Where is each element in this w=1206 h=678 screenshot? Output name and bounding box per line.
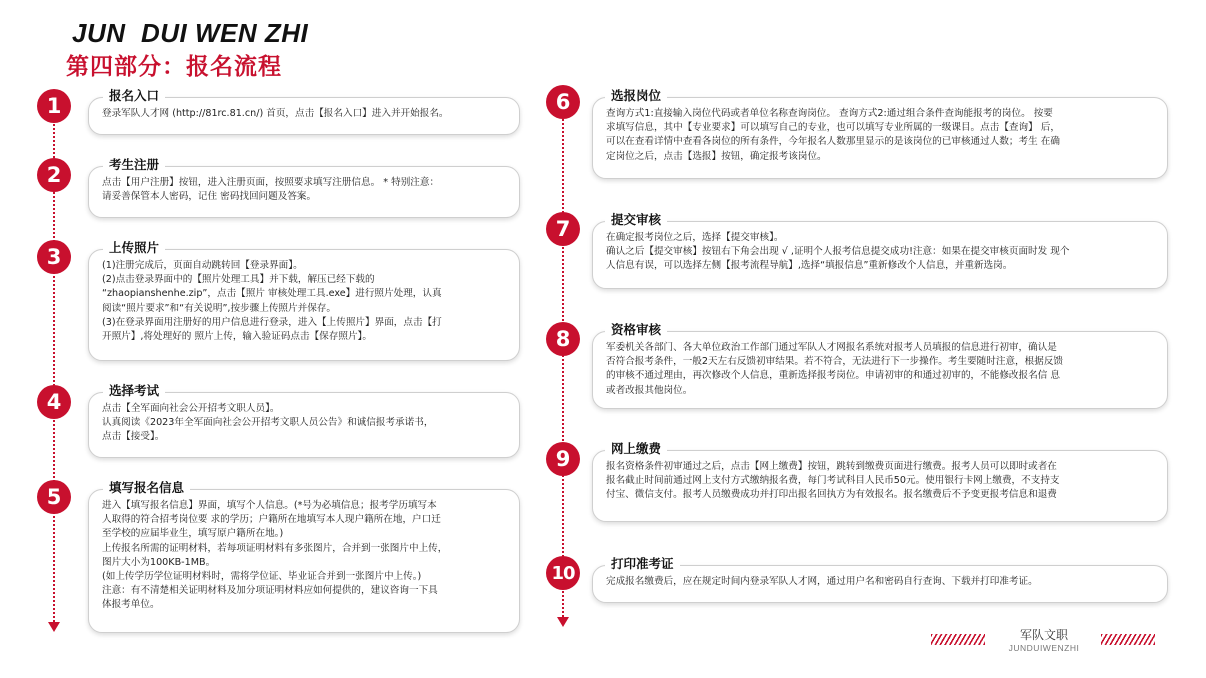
step-3-text: (1)注册完成后，页面自动跳转回【登录界面】。 (2)点击登录界面中的【照片处理工具】并下载，解压已经下载的 “zhaopianshenhe.zip”，点击【照片 审核处理工具.exe】进行照片处理，认真 阅读“照片要求”和“有关说明”,按步骤上传照片并保存。 (3)在登录界面用注册好的用户信息进行登录，进入【上传照片】界面，点击【打 开照片】,将处理好的 照片上传，输入验证码点击【保存照片】。 bbox=[102, 260, 442, 343]
step-10-box bbox=[592, 556, 1168, 603]
step-5-number: 5 bbox=[37, 480, 71, 514]
step-9-box bbox=[592, 441, 1168, 522]
step-3-number: 3 bbox=[37, 240, 71, 274]
step-8-number: 8 bbox=[546, 322, 580, 356]
step-1-title: 报名入口 bbox=[103, 89, 165, 103]
step-5-title: 填写报名信息 bbox=[103, 481, 190, 495]
brand-title: JUN DUI WEN ZHI bbox=[72, 18, 309, 48]
step-4-title: 选择考试 bbox=[103, 384, 165, 398]
step-9-number: 9 bbox=[546, 442, 580, 476]
step-6-box bbox=[592, 88, 1168, 179]
step-7-title: 提交审核 bbox=[605, 213, 667, 227]
step-6-number: 6 bbox=[546, 85, 580, 119]
step-8-text: 军委机关各部门、各大单位政治工作部门通过军队人才网报名系统对报考人员填报的信息进行初审，确认是 否符合报考条件，一般2天左右反馈初审结果。若不符合，无法进行下一步操作。考生要随时注意，根据反馈 的审核不通过理由，再次修改个人信息，重新选择报考岗位。申请初审的和通过初审的，不能修改报名信 息 或者改报其他岗位。 bbox=[606, 342, 1064, 396]
footer-stripe-left bbox=[931, 634, 985, 645]
right-timeline-arrow bbox=[557, 617, 569, 627]
step-9-text: 报名资格条件初审通过之后，点击【网上缴费】按钮，跳转到缴费页面进行缴费。报考人员可以即时或者在 报名截止时间前通过网上支付方式缴纳报名费，每门考试科目人民币50元。使用银行卡网上缴费，不支持支 付宝、微信支付。报考人员缴费成功并打印出报名回执方为有效报名。报名缴费后不予变更报考信息和退费 bbox=[606, 461, 1060, 501]
step-4-box bbox=[88, 383, 520, 458]
page-title: 第四部分：报名流程 bbox=[66, 54, 282, 80]
step-2-title: 考生注册 bbox=[103, 158, 165, 172]
step-10-number: 10 bbox=[546, 556, 580, 590]
step-5-text: 进入【填写报名信息】界面，填写个人信息。(*号为必填信息；报考学历填写本 人取得的符合招考岗位要 求的学历；户籍所在地填写本人现户籍所在地，户口迁 至学校的应届毕业生，填写原户籍所在地。) 上传报名所需的证明材料，若每项证明材料有多张图片，合并到一张图片中上传， 图片大小为100KB-1MB。 (如上传学历学位证明材料时，需将学位证、毕业证合并到一张图片中上传。) 注意：有不清楚相关证明材料及加分项证明材料应如何提供的，建议咨询一下具 体报考单位。 bbox=[102, 500, 448, 611]
step-1-box bbox=[88, 88, 520, 135]
step-2-text: 点击【用户注册】按钮，进入注册页面，按照要求填写注册信息。 * 特别注意： 请妥善保管本人密码，记住 密码找回问题及答案。 bbox=[102, 177, 440, 203]
step-1-text: 登录军队人才网 (http://81rc.81.cn/) 首页，点击【报名入口】进入并开始报名。 bbox=[102, 108, 449, 119]
step-1-number: 1 bbox=[37, 89, 71, 123]
footer-brand-subtitle: JUNDUIWENZHI bbox=[1008, 643, 1080, 653]
step-2-box bbox=[88, 157, 520, 218]
step-8-title: 资格审核 bbox=[605, 323, 667, 337]
step-7-number: 7 bbox=[546, 212, 580, 246]
step-4-number: 4 bbox=[37, 385, 71, 419]
step-10-title: 打印准考证 bbox=[605, 557, 680, 571]
step-6-title: 选报岗位 bbox=[605, 89, 667, 103]
step-9-title: 网上缴费 bbox=[605, 442, 667, 456]
step-7-text: 在确定报考岗位之后，选择【提交审核】。 确认之后【提交审核】按钮右下角会出现 √ ,证明个人报考信息提交成功!注意：如果在提交审核页面时发 现个 人信息有误，可以选择左侧【报考流程导航】,选择“填报信息”重新修改个人信息，并重新选岗。 bbox=[606, 232, 1070, 272]
left-timeline-arrow bbox=[48, 622, 60, 632]
step-8-box bbox=[592, 322, 1168, 409]
right-timeline-line bbox=[562, 112, 564, 617]
step-6-text: 查询方式1:直接输入岗位代码或者单位名称查询岗位。 查询方式2:通过组合条件查询能报考的岗位。 按要 求填写信息，其中【专业要求】可以填写自己的专业，也可以填写专业所属的一级课目。点击【查询】 后， 可以在查看详情中查看各岗位的所有条件，今年报名人数那里显示的是该岗位的已审核通过人数；考生 在确 定岗位之后，点击【选报】按钮，确定报考该岗位。 bbox=[606, 108, 1060, 162]
step-7-box bbox=[592, 212, 1168, 289]
step-2-number: 2 bbox=[37, 158, 71, 192]
step-3-title: 上传照片 bbox=[103, 241, 165, 255]
footer-brand-name: 军队文职 bbox=[1019, 628, 1068, 642]
step-3-box bbox=[88, 240, 520, 361]
footer-stripe-right bbox=[1101, 634, 1155, 645]
step-4-text: 点击【全军面向社会公开招考文职人员】。 认真阅读《2023年全军面向社会公开招考文职人员公告》和诚信报考承诺书， 点击【接受】。 bbox=[102, 403, 434, 443]
step-5-box bbox=[88, 480, 520, 633]
step-10-text: 完成报名缴费后，应在规定时间内登录军队人才网，通过用户名和密码自行查询、下载并打印准考证。 bbox=[606, 576, 1038, 587]
